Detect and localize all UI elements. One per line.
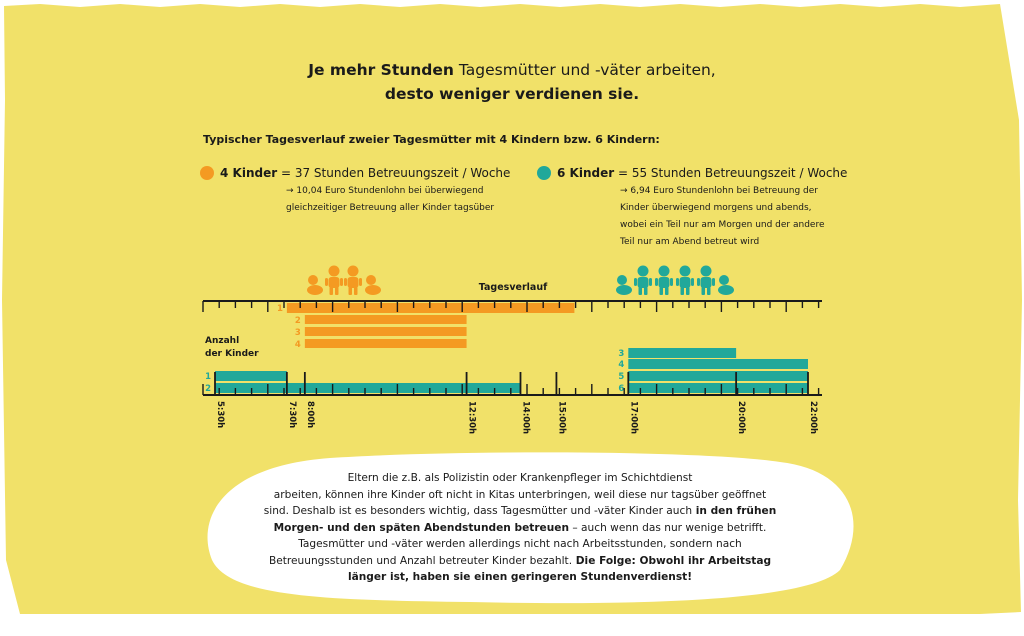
child-icon [616, 275, 632, 295]
child-icon [655, 266, 673, 296]
bar-label-six-5: 5 [618, 372, 625, 382]
chart-bars [205, 303, 808, 394]
bar-six-child-2 [215, 383, 520, 393]
bar-label-six-3: 3 [618, 349, 625, 359]
bar-label-six-4: 4 [618, 360, 625, 370]
info-line-4-text: – auch wenn das nur wenige betrifft. [569, 521, 767, 534]
legend-six-note-3: wobei ein Teil nur am Morgen und der andere [620, 220, 825, 230]
info-line-4-bold: Morgen- und den späten Abendstunden betreuen [273, 521, 570, 534]
bar-label-four-3: 3 [294, 328, 301, 338]
info-line-1: Eltern die z.B. als Polizistin oder Krankenpfleger im Schichtdienst [347, 472, 693, 484]
bar-label-six-2: 2 [205, 384, 211, 394]
legend-four-label: 4 Kinder [220, 166, 278, 180]
x-tick-label: 12:30h [466, 401, 477, 435]
bar-four-child-4 [305, 339, 467, 348]
child-icon [718, 275, 734, 295]
legend-six-note-1: → 6,94 Euro Stundenlohn bei Betreuung der [620, 186, 818, 196]
info-line-7-bold: länger ist, haben sie einen geringeren Stundenverdienst! [347, 571, 693, 583]
x-tick-label: 17:00h [628, 401, 639, 435]
bar-four-child-1 [287, 303, 575, 313]
x-tick-label: 5:30h [215, 401, 225, 429]
chart-subtitle: Typischer Tagesverlauf zweier Tagesmütter mit 4 Kindern bzw. 6 Kindern: [203, 133, 660, 146]
headline-bold-1: Je mehr Stunden [308, 61, 454, 79]
bar-label-four-4: 4 [294, 340, 301, 350]
info-line-3-text: sind. Deshalb ist es besonders wichtig, dass Tagesmütter und -väter Kinder auch [263, 505, 693, 517]
y-axis-label-line-1: Anzahl [205, 336, 240, 346]
x-tick-labels [215, 401, 818, 434]
child-icon [325, 266, 343, 296]
bar-label-six-1: 1 [205, 372, 211, 382]
children-group-icon-four [307, 266, 381, 296]
chart-title: Tagesverlauf [478, 282, 548, 293]
bar-label-four-2: 2 [294, 316, 301, 326]
info-text [230, 470, 810, 586]
children-group-icon-six [616, 266, 734, 296]
headline-rest-1: Tagesmütter und -väter arbeiten, [453, 61, 716, 79]
legend-four-text: = 37 Stunden Betreuungszeit / Woche [277, 166, 511, 180]
child-icon [697, 266, 715, 296]
x-tick-label: 22:00h [808, 401, 818, 435]
x-tick-label: 14:00h [520, 401, 531, 435]
info-line-6 [230, 553, 810, 570]
bar-six-child-4 [628, 359, 808, 369]
bar-six-child-3 [628, 348, 736, 358]
child-icon [344, 266, 362, 296]
legend-four-note-1: → 10,04 Euro Stundenlohn bei überwiegend [286, 186, 484, 196]
info-line-6-bold: Die Folge: Obwohl ihr Arbeitstag [572, 554, 772, 567]
x-tick-label: 20:00h [736, 401, 747, 435]
info-line-5: Tagesmütter und -väter werden allerdings nicht nach Arbeitsstunden, sondern nach [298, 538, 742, 550]
info-line-3-bold: in den frühen [692, 505, 777, 517]
legend-four-note-2: gleichzeitiger Betreuung aller Kinder tagsüber [286, 203, 495, 213]
bar-six-child-6 [628, 383, 808, 393]
bar-six-child-5 [628, 371, 808, 381]
legend-six-text: = 55 Stunden Betreuungszeit / Woche [614, 166, 848, 180]
x-tick-label: 15:00h [556, 401, 567, 435]
bar-four-child-3 [305, 327, 467, 336]
child-icon [307, 275, 323, 295]
legend-six-note-4: Teil nur am Abend betreut wird [620, 237, 760, 247]
info-line-2: arbeiten, können ihre Kinder oft nicht in Kitas unterbringen, weil diese nur tagsüber geöffnet [273, 488, 767, 501]
info-line-6-text: Betreuungsstunden und Anzahl betreuter Kinder bezahlt. [268, 554, 573, 567]
legend-six-label: 6 Kinder [557, 166, 615, 180]
info-line-4 [230, 520, 810, 537]
child-icon [365, 275, 381, 295]
child-icon [634, 266, 652, 296]
child-icon [676, 266, 694, 296]
legend-six-note-2: Kinder überwiegend morgens und abends, [620, 203, 812, 213]
bar-label-six-6: 6 [618, 384, 625, 394]
y-axis-label-line-2: der Kinder [205, 349, 259, 359]
headline-bold-2: desto weniger verdienen sie. [384, 85, 640, 103]
info-line-3 [230, 503, 810, 520]
bar-six-child-1 [215, 371, 287, 381]
x-tick-label: 8:00h [304, 401, 315, 429]
info-line-7 [230, 569, 810, 586]
bar-label-four-1: 1 [276, 304, 283, 314]
x-tick-label: 7:30h [286, 401, 297, 429]
bar-four-child-2 [305, 315, 467, 324]
